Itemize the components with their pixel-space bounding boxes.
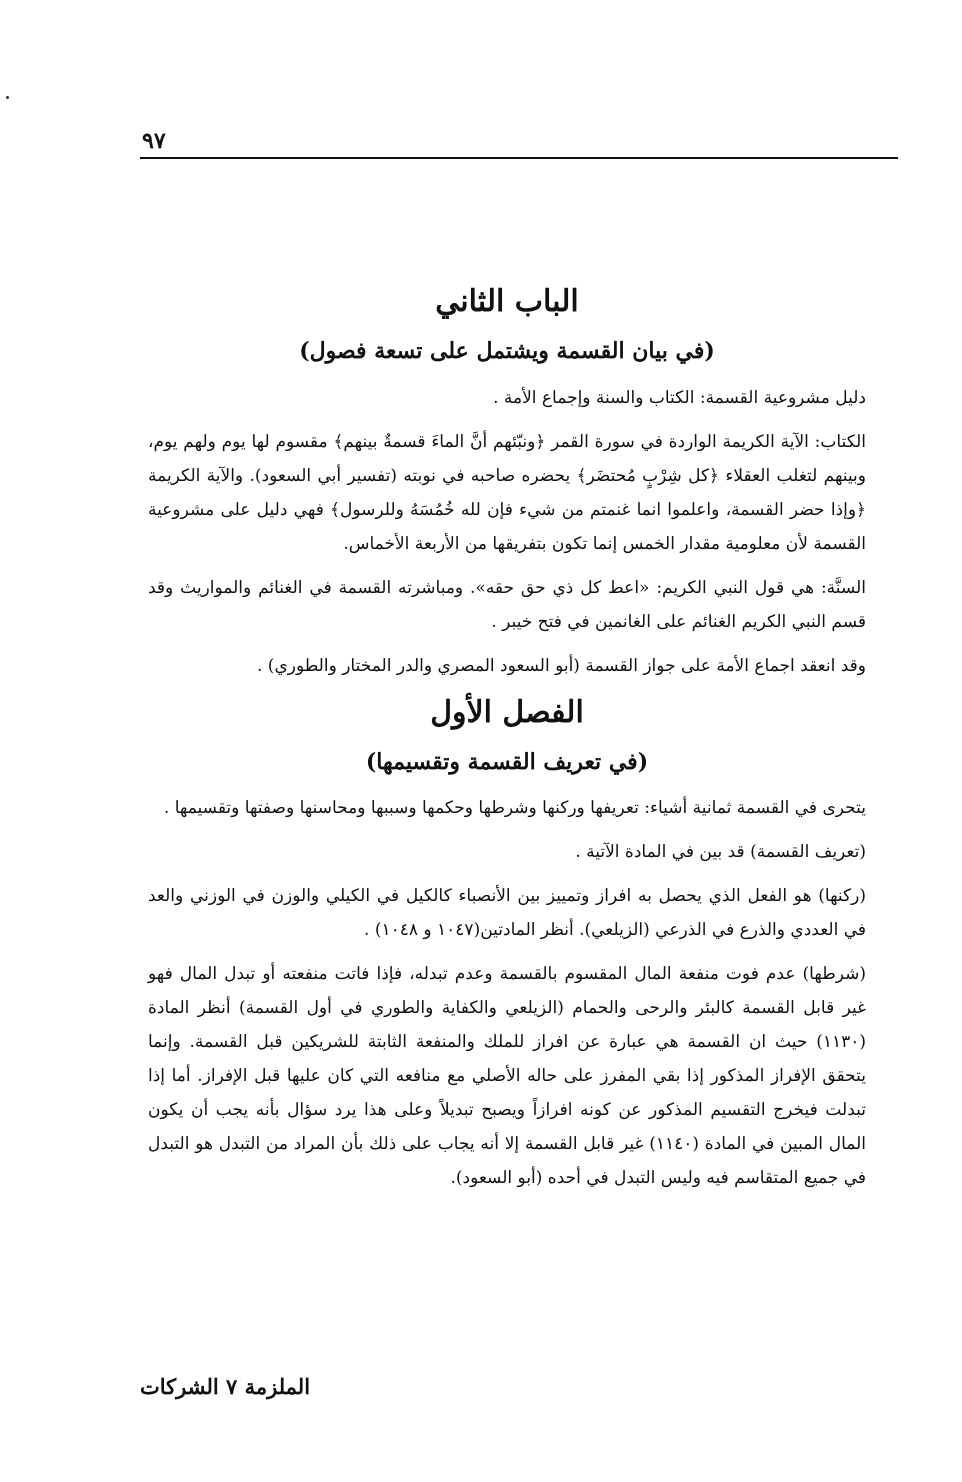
paragraph-eight-things: يتحرى في القسمة ثمانية أشياء: تعريفها وركنها وشرطها وحكمها وسببها ومحاسنها وصفتها وتقسيمها . — [163, 798, 866, 819]
chapter-title: الباب الثاني — [435, 284, 579, 319]
scan-speck — [6, 96, 9, 99]
header-rule — [140, 157, 898, 159]
paragraph-quran: الكتاب: الآية الكريمة الواردة في سورة القمر ﴿ونبّئهم أنَّ الماءَ قسمةٌ بينهم﴾ مقسوم لها يوم ولهم يوم، وبينهم لتغلب العقلاء ﴿كل شِرْبٍ مُحتضَر﴾ يحضره صاحبه في نوبته (تفسير أبي السعود). والآية الكريمة ﴿وإذا حضر القسمة، واعلموا انما غنمتم من شيء فإن لله خُمُسَهُ وللرسول﴾ فهي دليل على مشروعية القسمة لأن معلومية مقدار الخمس إنما تكون بتفريقها من الأربعة الأخماس. — [148, 431, 866, 554]
paragraph-definition: (تعريف القسمة) قد بين في المادة الآتية . — [575, 842, 866, 863]
section-subtitle: (في تعريف القسمة وتقسيمها) — [365, 748, 649, 775]
page-number: ٩٧ — [142, 128, 166, 154]
section-title: الفصل الأول — [430, 694, 584, 730]
signature-mark: الملزمة ٧ الشركات — [140, 1374, 311, 1399]
body-text — [148, 282, 866, 1205]
chapter-subtitle: (في بيان القسمة ويشتمل على تسعة فصول) — [299, 338, 715, 364]
paragraph-sunnah: السنَّة: هي قول النبي الكريم: «اعط كل ذي حق حقه». ومباشرته القسمة في الغنائم والمواريث وقد قسم النبي الكريم الغنائم على الغانمين في فتح خيبر . — [148, 577, 866, 632]
paragraph-consensus: وقد انعقد اجماع الأمة على جواز القسمة (أبو السعود المصري والدر المختار والطوري) . — [257, 655, 866, 676]
paragraph-pillar: (ركنها) هو الفعل الذي يحصل به افراز وتمييز بين الأنصباء كالكيل في الكيلي والوزن في الوزني والعد في العددي والذرع في الذرعي (الزيلعي). أنظر المادتين(١٠٤٧ و ١٠٤٨) . — [148, 886, 866, 941]
paragraph-condition: (شرطها) عدم فوت منفعة المال المقسوم بالقسمة وعدم تبدله، فإذا فاتت منفعته أو تبدل المال فهو غير قابل القسمة كالبئر والرحى والحمام (الزيلعي والكفاية والطوري في أول القسمة) أنظر المادة (١١٣٠) حيث ان القسمة هي عبارة عن افراز للملك والمنفعة الثابتة للشريكين قبل القسمة. وإنما يتحقق الإفراز المذكور إذا بقي المفرز على حاله الأصلي مع منافعه التي كان عليها قبل الإفراز. أما إذا تبدلت فيخرج التقسيم المذكور عن كونه افرازاً ويصبح تبديلاً وعلى هذا يرد سؤال بأنه يجب أن يكون المال المبين في المادة (١١٤٠) غير قابل القسمة إلا أنه يجاب على ذلك بأن المراد من التبدل هو التبدل في جميع المتقاسم فيه وليس التبدل في أحده (أبو السعود). — [148, 964, 867, 1189]
paragraph-evidence: دليل مشروعية القسمة: الكتاب والسنة وإجماع الأمة . — [493, 387, 866, 408]
